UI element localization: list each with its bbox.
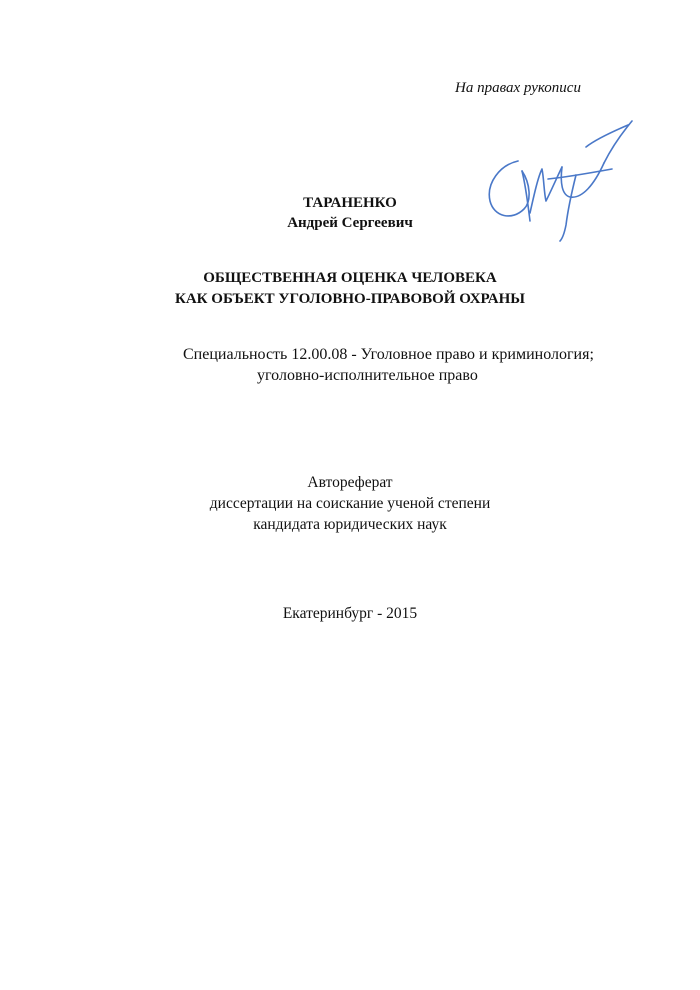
author-given-names: Андрей Сергеевич: [287, 215, 413, 231]
abstract-line-1: Автореферат: [307, 474, 393, 491]
place-and-year: Екатеринбург - 2015: [282, 605, 418, 622]
author-block: [0, 193, 700, 233]
specialty-line-2: уголовно-исполнительное право: [257, 367, 478, 384]
abstract-block: [0, 472, 700, 535]
abstract-line-3: кандидата юридических наук: [253, 516, 447, 533]
author-surname: ТАРАНЕНКО: [303, 195, 397, 211]
title-line-1: ОБЩЕСТВЕННАЯ ОЦЕНКА ЧЕЛОВЕКА: [203, 270, 497, 286]
title-line-2: КАК ОБЪЕКТ УГОЛОВНО-ПРАВОВОЙ ОХРАНЫ: [174, 291, 526, 307]
specialty-block: [183, 344, 594, 386]
dissertation-title: [0, 268, 700, 310]
abstract-line-2: диссертации на соискание ученой степени: [209, 495, 491, 512]
specialty-line-1: Специальность 12.00.08 - Уголовное право и криминология;: [183, 346, 594, 363]
manuscript-rights-note: На правах рукописи: [455, 80, 581, 96]
